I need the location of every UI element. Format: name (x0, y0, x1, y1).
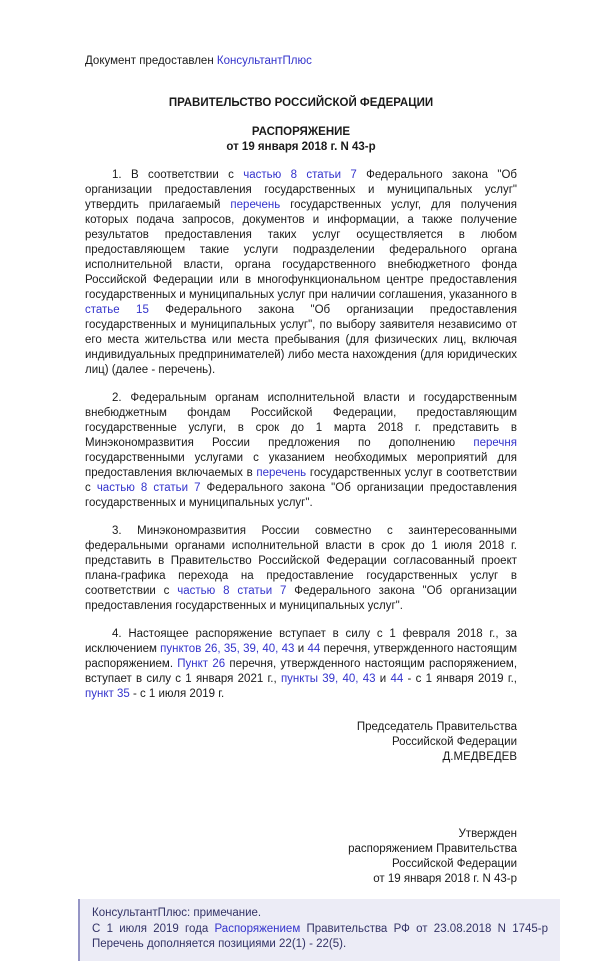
provided-by-line (85, 54, 517, 69)
paragraph-1: 1. В соответствии с частью 8 статьи 7 Федерального закона "Об организации предоставления государственных и муниципальных услуг" утвердить прилагаемый перечень государственных услуг, для получения которых подача запросов, документов и информации, а также получение результатов предоставления таких услуг осуществляется в любом предоставляющем такие услуги подразделении федерального органа исполнительной власти, органа государственного внебюджетного фонда Российской Федерации или в многофункциональном центре предоставления государственных и муниципальных услуг при наличии соглашения, указанного в статье 15 Федерального закона "Об организации предоставления государственных и муниципальных услуг", по выбору заявителя независимо от его места жительства или места пребывания (для физических лиц, включая индивидуальных предпринимателей) либо места нахождения (для юридических лиц) (далее - перечень). (85, 169, 518, 376)
document-type-title: РАСПОРЯЖЕНИЕ (251, 126, 351, 138)
document-body (85, 168, 517, 702)
paragraph-2: 2. Федеральным органам исполнительной власти и государственным внебюджетным фондам Российской Федерации, предоставляющим государственные услуги, в срок до 1 марта 2018 г. представить в Минэкономразвития России предложения по дополнению перечня государственными услугами с указанием необходимых мероприятий для предоставления включаемых в перечень государственных услуг в соответствии с частью 8 статьи 7 Федерального закона "Об организации предоставления государственных и муниципальных услуг". (85, 392, 517, 509)
consultantplus-link[interactable]: КонсультантПлюс (216, 55, 312, 67)
note-title: КонсультантПлюс: примечание. (92, 907, 262, 919)
inline-link[interactable]: 44 (390, 673, 404, 685)
inline-link[interactable]: пункты 39, 40, 43 (280, 673, 376, 685)
inline-link[interactable]: перечень (230, 199, 281, 211)
inline-link[interactable]: частью 8 статьи 7 (96, 482, 201, 494)
inline-link[interactable]: пунктов 26, 35, 39, 40, 43 (160, 643, 295, 655)
inline-link[interactable]: пункт 35 (85, 688, 130, 700)
inline-link[interactable]: Распоряжением (214, 922, 301, 935)
inline-link[interactable]: перечня (473, 437, 517, 449)
inline-link[interactable]: 44 (307, 643, 321, 655)
document-date-number: от 19 января 2018 г. N 43-р (226, 141, 376, 153)
signature-line: Российской Федерации (391, 736, 517, 748)
inline-link[interactable]: частью 8 статьи 7 (177, 585, 287, 597)
signature-block (85, 720, 517, 765)
approval-line: Утвержден (458, 828, 517, 840)
inline-link[interactable]: статье 15 (85, 304, 149, 316)
paragraph-4: 4. Настоящее распоряжение вступает в силу с 1 февраля 2018 г., за исключением пунктов 26, 35, 39, 40, 43 и 44 перечня, утвержденного настоящим распоряжением. Пункт 26 перечня, утвержденного настоящим распоряжением, вступает в силу с 1 января 2021 г., пункты 39, 40, 43 и 44 - с 1 января 2019 г., пункт 35 - с 1 июля 2019 г. (85, 628, 518, 700)
signature-line: Председатель Правительства (356, 721, 517, 733)
note-text: С 1 июля 2019 года Распоряжением Правительства РФ от 23.08.2018 N 1745-р Перечень дополняется позициями 22(1) - 22(5). (92, 922, 548, 950)
approval-block (85, 827, 517, 887)
signature-line: Д.МЕДВЕДЕВ (442, 751, 517, 763)
authority-title: ПРАВИТЕЛЬСТВО РОССИЙСКОЙ ФЕДЕРАЦИИ (168, 97, 434, 109)
provided-by-text: Документ предоставлен (85, 55, 217, 67)
inline-link[interactable]: частью 8 статьи 7 (243, 169, 357, 181)
paragraph-3: 3. Минэкономразвития России совместно с заинтересованными федеральными органами исполнительной власти в срок до 1 июля 2018 г. представить в Правительство Российской Федерации согласованный проект плана-графика перехода на предоставление государственных услуг в соответствии с частью 8 статьи 7 Федерального закона "Об организации предоставления государственных и муниципальных услуг". (85, 525, 517, 612)
inline-link[interactable]: Пункт 26 (177, 658, 226, 670)
approval-line: от 19 января 2018 г. N 43-р (373, 873, 517, 885)
approval-line: Российской Федерации (391, 858, 517, 870)
approval-line: распоряжением Правительства (348, 843, 517, 855)
consultant-note-box (78, 899, 560, 961)
inline-link[interactable]: перечень (256, 467, 307, 479)
